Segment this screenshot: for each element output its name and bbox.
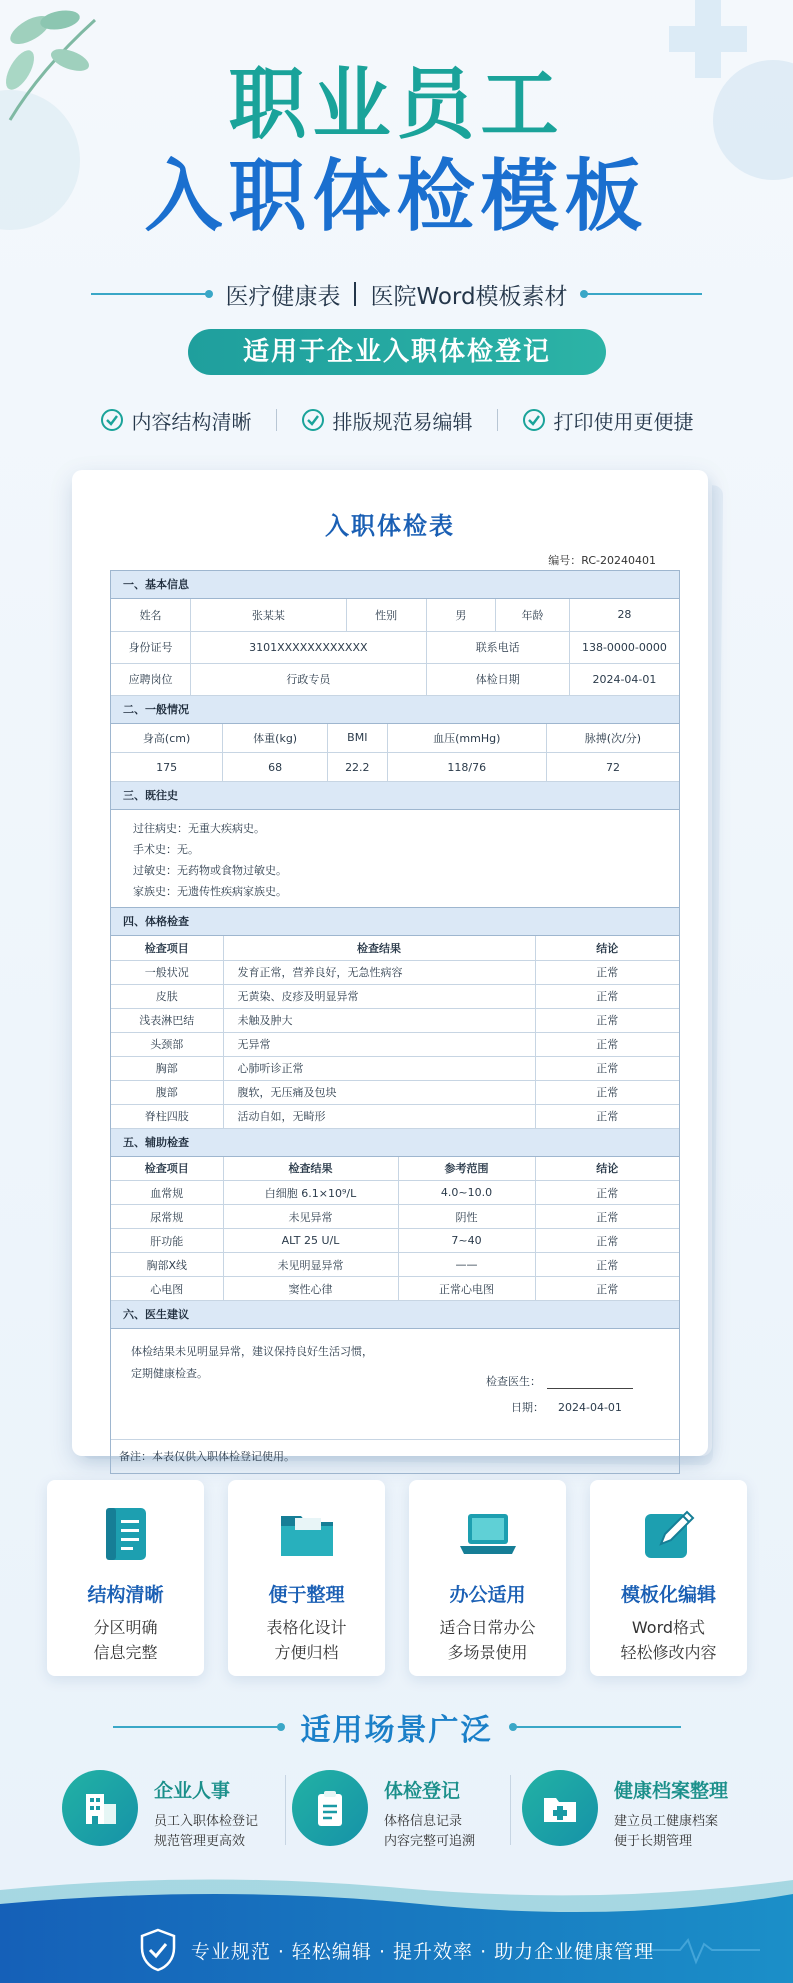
column-header: 参考范围 — [398, 1157, 535, 1181]
table-header-row — [111, 936, 679, 960]
table-row — [111, 1008, 679, 1032]
feature-card — [409, 1480, 566, 1676]
document-icon — [94, 1502, 158, 1566]
scenario-item — [62, 1766, 282, 1856]
divider-line — [113, 1726, 283, 1728]
exam-item: 头颈部 — [111, 1032, 223, 1056]
aux-conclusion[interactable]: 正常 — [535, 1205, 679, 1229]
gender-value[interactable]: 男 — [426, 599, 496, 631]
section-exam-header: 四、体格检查 — [111, 908, 679, 936]
id-label: 身份证号 — [111, 631, 191, 663]
form-note: 备注：本表仅供入职体检登记使用。 — [111, 1439, 679, 1473]
scenario-separator — [510, 1775, 511, 1845]
exam-result[interactable]: 腹软，无压痛及包块 — [223, 1080, 535, 1104]
scenario-item — [522, 1766, 742, 1856]
position-value[interactable]: 行政专员 — [191, 663, 426, 695]
exam-item: 胸部 — [111, 1056, 223, 1080]
feature-card-desc: Word格式 — [631, 1618, 706, 1637]
feature-card-title: 便于整理 — [268, 1584, 345, 1606]
exam-result[interactable]: 发育正常，营养良好，无急性病容 — [223, 960, 535, 984]
title-line-1: 职业员工 — [228, 60, 565, 150]
exam-result[interactable]: 活动自如，无畸形 — [223, 1104, 535, 1128]
section-advice-header: 六、医生建议 — [111, 1301, 679, 1329]
table-row — [111, 631, 679, 663]
feature-label: 打印使用更便捷 — [553, 409, 694, 434]
aux-range: 4.0~10.0 — [398, 1181, 535, 1205]
shield-check-icon — [139, 1928, 177, 1972]
scenario-desc: 内容完整可追溯 — [384, 1834, 476, 1849]
column-header: 结论 — [535, 1157, 679, 1181]
exam-conclusion[interactable]: 正常 — [535, 1008, 679, 1032]
feature-item — [301, 406, 473, 435]
exam-conclusion[interactable]: 正常 — [535, 1080, 679, 1104]
scenario-desc: 员工入职体检登记 — [154, 1814, 259, 1829]
feature-card-desc: 信息完整 — [93, 1643, 158, 1662]
gender-label: 性别 — [346, 599, 426, 631]
aux-result[interactable]: 窦性心律 — [223, 1277, 398, 1301]
form-number: 编号：RC-20240401 — [548, 554, 656, 567]
table-row — [111, 1104, 679, 1128]
exam-conclusion[interactable]: 正常 — [535, 984, 679, 1008]
history-line: 家族史：无遗传性疾病家族史。 — [133, 885, 287, 898]
age-value[interactable]: 28 — [569, 599, 679, 631]
table-row — [111, 599, 679, 631]
scenario-desc: 便于长期管理 — [614, 1834, 693, 1849]
aux-item: 尿常规 — [111, 1205, 223, 1229]
scenario-desc: 体格信息记录 — [384, 1814, 463, 1829]
column-header: 检查结果 — [223, 936, 535, 960]
feature-card-title: 模板化编辑 — [620, 1584, 716, 1606]
feature-card-desc: 表格化设计 — [266, 1618, 347, 1637]
table-row — [111, 1080, 679, 1104]
aux-conclusion[interactable]: 正常 — [535, 1277, 679, 1301]
subtitle-left: 医疗健康表 — [225, 283, 341, 310]
scenario-desc: 建立员工健康档案 — [614, 1814, 719, 1829]
aux-range: 阴性 — [398, 1205, 535, 1229]
section-aux-header: 五、辅助检查 — [111, 1129, 679, 1157]
divider-line — [511, 1726, 681, 1728]
bmi-value[interactable]: 22.2 — [328, 753, 388, 782]
doctor-label: 检查医生： — [486, 1375, 541, 1388]
blood-pressure-value[interactable]: 118/76 — [387, 753, 546, 782]
height-value[interactable]: 175 — [111, 753, 223, 782]
scenarios-heading — [0, 1705, 793, 1749]
aux-range: —— — [398, 1253, 535, 1277]
id-value[interactable]: 3101XXXXXXXXXXXX — [191, 631, 426, 663]
aux-result[interactable]: ALT 25 U/L — [223, 1229, 398, 1253]
advice-date-value[interactable]: 2024-04-01 — [558, 1401, 622, 1414]
aux-item: 血常规 — [111, 1181, 223, 1205]
aux-result[interactable]: 未见明显异常 — [223, 1253, 398, 1277]
exam-item: 一般状况 — [111, 960, 223, 984]
exam-conclusion[interactable]: 正常 — [535, 1032, 679, 1056]
scenario-list — [62, 1766, 742, 1856]
subtitle-right: 医院Word模板素材 — [370, 283, 568, 310]
column-header: 血压(mmHg) — [387, 724, 546, 753]
exam-form-card — [72, 470, 708, 1463]
phone-label: 联系电话 — [426, 631, 569, 663]
table-row — [111, 1205, 679, 1229]
column-header: 检查结果 — [223, 1157, 398, 1181]
aux-result[interactable]: 未见异常 — [223, 1205, 398, 1229]
advice-date-label: 日期： — [511, 1401, 544, 1414]
signature-line[interactable] — [547, 1388, 633, 1389]
history-block[interactable] — [111, 810, 679, 908]
table-row — [111, 1181, 679, 1205]
feature-cards — [47, 1480, 747, 1676]
form-title: 入职体检表 — [325, 512, 455, 540]
clipboard-icon — [310, 1788, 350, 1828]
feature-card-title: 结构清晰 — [87, 1584, 164, 1606]
exam-date-label: 体检日期 — [426, 663, 569, 695]
weight-value[interactable]: 68 — [223, 753, 328, 782]
advice-line[interactable]: 定期健康检查。 — [131, 1367, 208, 1380]
feature-card-desc: 方便归档 — [274, 1643, 339, 1662]
subtitle-line — [0, 276, 793, 312]
table-row — [111, 984, 679, 1008]
feature-card-desc: 轻松修改内容 — [620, 1643, 717, 1662]
name-value[interactable]: 张某某 — [191, 599, 347, 631]
scenario-desc: 规范管理更高效 — [154, 1834, 246, 1849]
scenario-title: 健康档案整理 — [614, 1780, 729, 1802]
feature-strip — [0, 400, 793, 440]
aux-range: 正常心电图 — [398, 1277, 535, 1301]
advice-block — [111, 1329, 679, 1439]
feature-card-desc: 适合日常办公 — [439, 1618, 536, 1637]
footer-slogan — [0, 1928, 793, 1972]
exam-item: 皮肤 — [111, 984, 223, 1008]
phone-value[interactable]: 138-0000-0000 — [569, 631, 679, 663]
column-header: 身高(cm) — [111, 724, 223, 753]
auxiliary-exam-table — [111, 1157, 679, 1302]
aux-item: 心电图 — [111, 1277, 223, 1301]
table-row — [111, 1032, 679, 1056]
feature-card — [228, 1480, 385, 1676]
check-circle-icon — [301, 408, 325, 432]
feature-card — [590, 1480, 747, 1676]
feature-card-desc: 分区明确 — [93, 1618, 158, 1637]
scenario-item — [292, 1766, 512, 1856]
age-label: 年龄 — [496, 599, 570, 631]
table-row — [111, 960, 679, 984]
footer-text: 专业规范 · 轻松编辑 · 提升效率 · 助力企业健康管理 — [190, 1940, 655, 1963]
position-label: 应聘岗位 — [111, 663, 191, 695]
divider-line — [582, 293, 702, 295]
usage-pill: 适用于企业入职体检登记 — [188, 329, 606, 375]
history-line: 过敏史：无药物或食物过敏史。 — [133, 864, 287, 877]
feature-separator — [497, 409, 498, 431]
physical-exam-table — [111, 936, 679, 1129]
scenario-title: 企业人事 — [154, 1780, 231, 1802]
feature-label: 内容结构清晰 — [131, 409, 252, 434]
exam-result[interactable]: 心肺听诊正常 — [223, 1056, 535, 1080]
building-icon — [80, 1788, 120, 1828]
section-general-header: 二、一般情况 — [111, 696, 679, 724]
table-row — [111, 1277, 679, 1301]
exam-item: 脊柱四肢 — [111, 1104, 223, 1128]
scenario-separator — [285, 1775, 286, 1845]
aux-conclusion[interactable]: 正常 — [535, 1229, 679, 1253]
exam-result[interactable]: 未触及肿大 — [223, 1008, 535, 1032]
column-header: BMI — [328, 724, 388, 753]
feature-card-desc: 多场景使用 — [447, 1643, 528, 1662]
scenario-icon-circle — [522, 1770, 598, 1846]
check-circle-icon — [522, 408, 546, 432]
table-row — [111, 753, 679, 782]
history-line: 手术史：无。 — [133, 843, 199, 856]
folder-icon — [275, 1502, 339, 1566]
check-circle-icon — [100, 408, 124, 432]
column-header: 脉搏(次/分) — [546, 724, 679, 753]
divider-line — [91, 293, 211, 295]
aux-conclusion[interactable]: 正常 — [535, 1253, 679, 1277]
table-header-row — [111, 724, 679, 753]
exam-item: 腹部 — [111, 1080, 223, 1104]
exam-conclusion[interactable]: 正常 — [535, 960, 679, 984]
doctor-signature — [486, 1373, 633, 1389]
basic-info-table — [111, 599, 679, 696]
column-header: 体重(kg) — [223, 724, 328, 753]
medical-folder-icon — [540, 1788, 580, 1828]
pulse-value[interactable]: 72 — [546, 753, 679, 782]
feature-separator — [276, 409, 277, 431]
history-line: 过往病史：无重大疾病史。 — [133, 822, 265, 835]
aux-item: 胸部X线 — [111, 1253, 223, 1277]
scenario-title: 体检登记 — [384, 1780, 461, 1802]
feature-item — [522, 406, 694, 435]
feature-label: 排版规范易编辑 — [332, 409, 473, 434]
scenario-icon-circle — [292, 1770, 368, 1846]
table-row — [111, 1229, 679, 1253]
section-history-header: 三、既往史 — [111, 782, 679, 810]
column-header: 检查项目 — [111, 936, 223, 960]
exam-conclusion[interactable]: 正常 — [535, 1056, 679, 1080]
column-header: 结论 — [535, 936, 679, 960]
exam-conclusion[interactable]: 正常 — [535, 1104, 679, 1128]
table-row — [111, 1253, 679, 1277]
exam-result[interactable]: 无黄染、皮疹及明显异常 — [223, 984, 535, 1008]
table-row — [111, 1056, 679, 1080]
aux-result[interactable]: 白细胞 6.1×10⁹/L — [223, 1181, 398, 1205]
table-header-row — [111, 1157, 679, 1181]
aux-conclusion[interactable]: 正常 — [535, 1181, 679, 1205]
aux-item: 肝功能 — [111, 1229, 223, 1253]
exam-result[interactable]: 无异常 — [223, 1032, 535, 1056]
column-header: 检查项目 — [111, 1157, 223, 1181]
general-table — [111, 724, 679, 783]
advice-line[interactable]: 体检结果未见明显异常，建议保持良好生活习惯， — [131, 1345, 373, 1358]
feature-item — [100, 406, 252, 435]
feature-card-title: 办公适用 — [449, 1584, 526, 1606]
advice-date — [511, 1399, 622, 1415]
scenario-icon-circle — [62, 1770, 138, 1846]
name-label: 姓名 — [111, 599, 191, 631]
exam-date-value[interactable]: 2024-04-01 — [569, 663, 679, 695]
feature-card — [47, 1480, 204, 1676]
aux-range: 7~40 — [398, 1229, 535, 1253]
title-line-2: 入职体检模板 — [144, 152, 649, 242]
laptop-icon — [456, 1502, 520, 1566]
edit-icon — [637, 1502, 701, 1566]
exam-item: 浅表淋巴结 — [111, 1008, 223, 1032]
subtitle-separator — [354, 282, 356, 306]
scenarios-title: 适用场景广泛 — [300, 1713, 493, 1748]
section-basic-header: 一、基本信息 — [111, 571, 679, 599]
form-sheet — [110, 570, 680, 1474]
table-row — [111, 663, 679, 695]
